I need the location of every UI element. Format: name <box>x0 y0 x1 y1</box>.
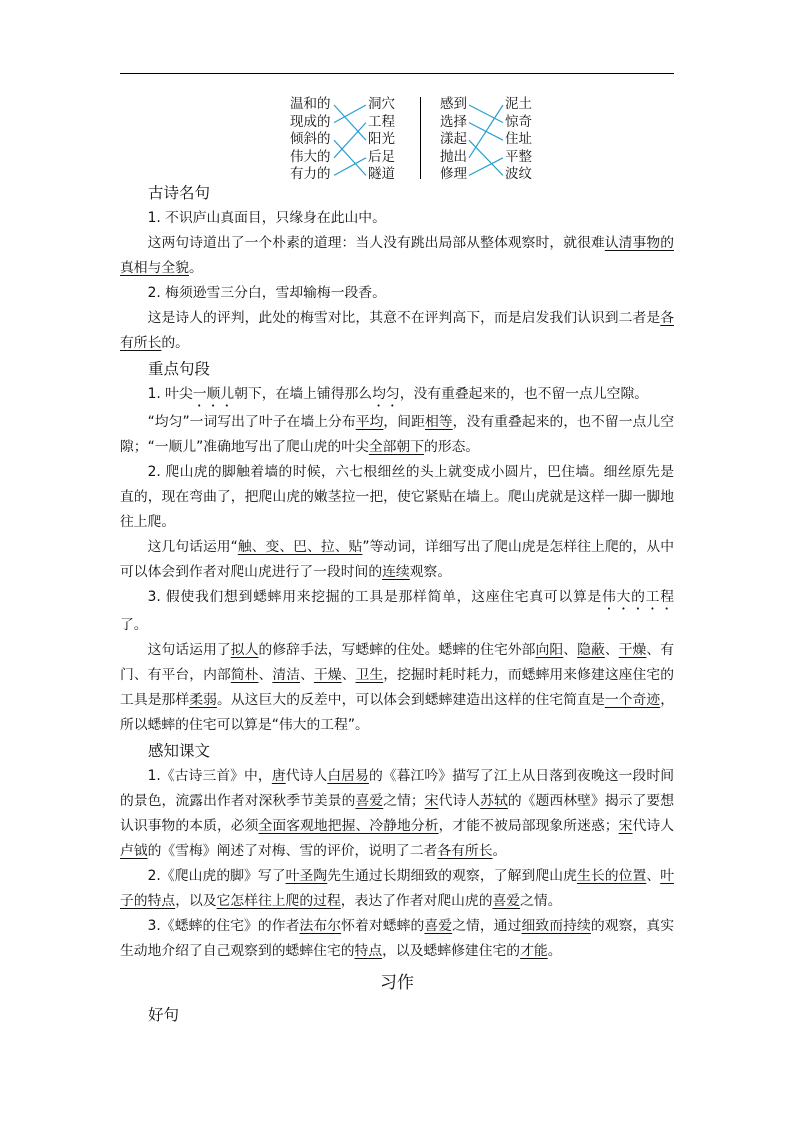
text-segment: 代诗人 <box>632 818 675 834</box>
match-line <box>334 105 366 123</box>
matching-divider <box>420 97 421 179</box>
underlined-key-phrase: 干燥 <box>618 642 647 658</box>
paragraph <box>120 206 674 231</box>
match-line <box>334 105 366 140</box>
matching-lines <box>0 0 793 190</box>
text-segment: 1. 不识庐山真面目，只缘身在此山中。 <box>147 210 386 226</box>
emphasized-phrase: 伟大的工程 <box>602 589 674 605</box>
text-segment: 、 <box>341 667 356 683</box>
text-segment: ，所以蟋蟀的住宅可以算是“伟大的工程”。 <box>120 692 675 733</box>
underlined-key-phrase: 叶子的特点 <box>120 868 675 909</box>
text-segment: 的《雪梅》阐述了对梅、雪的评价，说明了二者 <box>147 843 438 859</box>
text-segment: ，没有重叠起来的，也不留一点儿空隙。 <box>399 386 649 402</box>
text-segment: ”等动词，详细写出了爬山虎是怎样往上爬的，从中可以体会到作者对爬山虎进行了一段时间的 <box>120 539 675 580</box>
underlined-key-phrase: 柔弱 <box>189 692 217 708</box>
text-segment: 2. 爬山虎的脚触着墙的时候，六七根细丝的头上就变成小圆片，巴住墙。细丝原先是直的，现在弯曲了，把爬山虎的嫩茎拉一把，使它紧贴在墙上。爬山虎就是这样一脚一脚地往上爬。 <box>120 464 674 530</box>
underlined-key-phrase: 白居易 <box>327 768 369 784</box>
match-line <box>334 140 366 175</box>
underlined-key-phrase: 全部朝下 <box>368 439 425 455</box>
match-word-right: 工程 <box>368 113 395 130</box>
text-segment: 1.《古诗三首》中， <box>147 768 272 784</box>
underlined-key-phrase: 平均 <box>355 414 384 430</box>
section-heading: 好句 <box>148 1006 180 1024</box>
underlined-key-phrase: 各有所长 <box>437 843 493 859</box>
text-segment: 这几句话运用“ <box>147 539 238 555</box>
text-segment: 代诗人 <box>438 793 481 809</box>
text-segment: 先生通过长期细致的观察，了解到爬山虎 <box>327 868 577 884</box>
text-segment: “均匀”一词写出了叶子在墙上分布 <box>147 414 356 430</box>
text-segment: 之情； <box>383 793 425 809</box>
match-line <box>469 105 503 158</box>
underlined-key-phrase: 法布尔 <box>299 918 342 934</box>
section-heading: 感知课文 <box>148 742 211 760</box>
match-word-right: 隧道 <box>368 166 395 183</box>
text-segment: 。 <box>547 943 562 959</box>
paragraph <box>120 914 674 964</box>
underlined-key-phrase: 卫生 <box>355 667 384 683</box>
text-segment: ，才能不被局部现象所迷惑； <box>438 818 619 834</box>
section-heading: 重点句段 <box>148 360 211 378</box>
paragraph <box>120 764 674 864</box>
underlined-key-phrase: 唐 <box>271 768 286 784</box>
text-segment: 3.《蟋蟀的住宅》的作者 <box>147 918 300 934</box>
match-word-left: 选择 <box>440 113 467 130</box>
match-word-right: 阳光 <box>368 131 395 148</box>
text-segment: ，间距 <box>383 414 425 430</box>
text-segment: ，没有重叠起来的，也不留一点儿空隙；“一顺儿”准确地写出了爬山虎的叶尖 <box>120 414 675 455</box>
underlined-key-phrase: 特点 <box>354 943 383 959</box>
underlined-key-phrase: 一个奇迹 <box>604 692 661 708</box>
text-segment: 、 <box>258 667 273 683</box>
paragraph <box>120 410 674 460</box>
paragraph <box>120 864 674 914</box>
text-segment: 、 <box>300 667 314 683</box>
match-word-right: 泥土 <box>505 96 532 112</box>
match-line <box>469 140 503 175</box>
match-word-right: 洞穴 <box>368 96 395 112</box>
text-segment: 、 <box>604 642 619 658</box>
underlined-key-phrase: 各有所长 <box>120 310 674 351</box>
text-segment: 、 <box>563 642 578 658</box>
text-segment: 3. 假使我们想到蟋蟀用来挖掘的工具是那样简单，这座住宅真可以算是 <box>147 589 603 605</box>
document-content <box>120 180 674 1028</box>
paragraph <box>120 585 674 638</box>
text-segment: 代诗人 <box>285 768 328 784</box>
underlined-key-phrase: 苏轼 <box>480 793 508 809</box>
underlined-key-phrase: 宋 <box>424 793 439 809</box>
underlined-key-phrase: 认清事物的真相与全貌 <box>120 235 675 276</box>
underlined-key-phrase: 全面客观地把握、冷静地分析 <box>258 818 439 834</box>
match-word-left: 现成的 <box>290 113 331 130</box>
underlined-key-phrase: 喜爱 <box>424 918 453 934</box>
text-segment: 了。 <box>120 617 148 633</box>
text-segment: 之情，通过 <box>452 918 522 934</box>
text-segment: 的。 <box>161 335 189 351</box>
match-line <box>334 158 366 176</box>
underlined-key-phrase: 隐蔽 <box>577 642 605 658</box>
underlined-key-phrase: 拟人 <box>230 642 259 658</box>
paragraph <box>120 460 674 535</box>
text-segment: 、 <box>646 868 661 884</box>
text-segment: 之情。 <box>520 893 562 909</box>
underlined-key-phrase: 清洁 <box>272 667 301 683</box>
underlined-key-phrase: 触、变、巴、拉、贴 <box>237 539 363 555</box>
paragraph <box>120 382 674 410</box>
match-word-left: 漾起 <box>440 131 467 148</box>
text-segment: 朝下，在墙上铺得那么 <box>234 386 373 402</box>
match-word-right: 波纹 <box>505 166 532 183</box>
section-heading: 古诗名句 <box>148 184 211 202</box>
text-segment: 这句话运用了 <box>147 642 231 658</box>
paragraph <box>120 638 674 738</box>
text-segment: 的形态。 <box>424 439 480 455</box>
match-word-left: 倾斜的 <box>290 131 331 148</box>
text-segment: 观察。 <box>409 564 452 580</box>
text-segment: 。从这巨大的反差中，可以体会到蟋蟀建造出这样的住宅简直是 <box>216 692 605 708</box>
match-line <box>469 158 503 176</box>
text-segment: ，以及蟋蟀修建住宅的 <box>382 943 521 959</box>
match-word-right: 平整 <box>505 148 532 165</box>
text-segment: 这两句诗道出了一个朴素的道理：当人没有跳出局部从整体观察时，就很难 <box>147 235 605 251</box>
text-segment: 、有门、有平台，内部 <box>120 642 675 683</box>
underlined-key-phrase: 喜爱 <box>355 793 384 809</box>
paragraph <box>120 281 674 306</box>
text-segment: 怀着对蟋蟀的 <box>341 918 425 934</box>
underlined-key-phrase: 简朴 <box>230 667 259 683</box>
underlined-key-phrase: 才能 <box>520 943 548 959</box>
underlined-key-phrase: 宋 <box>618 818 633 834</box>
paragraph <box>120 231 674 281</box>
text-segment: ，表达了作者对爬山虎的 <box>340 893 493 909</box>
text-segment: ，以及 <box>175 893 217 909</box>
match-word-left: 温和的 <box>290 96 331 112</box>
match-word-left: 伟大的 <box>290 148 331 165</box>
match-word-left: 感到 <box>440 96 467 112</box>
paragraph <box>120 306 674 356</box>
text-segment: 的《暮江吟》描写了江上从日落到夜晚这一段时间的景色，流露出作者对深秋季节美景的 <box>120 768 675 809</box>
emphasized-phrase: 一顺儿 <box>192 386 235 402</box>
underlined-key-phrase: 生长的位置 <box>576 868 647 884</box>
underlined-key-phrase: 干燥 <box>313 667 342 683</box>
text-segment: 2.《爬山虎的脚》写了 <box>147 868 286 884</box>
match-word-right: 住址 <box>505 131 532 148</box>
text-segment: 1. 叶尖 <box>147 386 193 402</box>
underlined-key-phrase: 向阳 <box>535 642 564 658</box>
match-word-left: 修理 <box>440 166 467 183</box>
text-segment: 。 <box>492 843 507 859</box>
text-segment: 2. 梅须逊雪三分白，雪却输梅一段香。 <box>147 285 386 301</box>
chapter-title: 习作 <box>380 973 414 993</box>
text-segment: 。 <box>188 260 203 276</box>
emphasized-phrase: 均匀 <box>372 386 400 402</box>
underlined-key-phrase: 细致而持续 <box>521 918 591 934</box>
underlined-key-phrase: 连续 <box>382 564 410 580</box>
underlined-key-phrase: 喜爱 <box>492 893 521 909</box>
underlined-key-phrase: 卢钺 <box>120 843 148 859</box>
match-word-left: 抛出 <box>440 148 467 165</box>
paragraph <box>120 535 674 585</box>
text-segment: 这是诗人的评判，此处的梅雪对比，其意不在评判高下，而是启发我们认识到二者是 <box>147 310 661 326</box>
match-word-left: 有力的 <box>290 166 331 183</box>
text-segment: ，挖掘时耗时耗力，而蟋蟀用来修建这座住宅的工具是那样 <box>120 667 675 708</box>
underlined-key-phrase: 叶圣陶 <box>285 868 328 884</box>
text-segment: 的《题西林壁》揭示了要想认识事物的本质，必须 <box>120 793 675 834</box>
match-word-right: 后足 <box>368 148 395 165</box>
underlined-key-phrase: 相等 <box>424 414 453 430</box>
text-segment: 的修辞手法，写蟋蟀的住处。蟋蟀的住宅外部 <box>258 642 536 658</box>
text-segment: 的观察，真实生动地介绍了自己观察到的蟋蟀住宅的 <box>120 918 675 959</box>
word-matching-exercise <box>0 0 793 190</box>
match-line <box>334 123 366 158</box>
match-word-right: 惊奇 <box>505 113 532 130</box>
underlined-key-phrase: 它怎样往上爬的过程 <box>216 893 341 909</box>
